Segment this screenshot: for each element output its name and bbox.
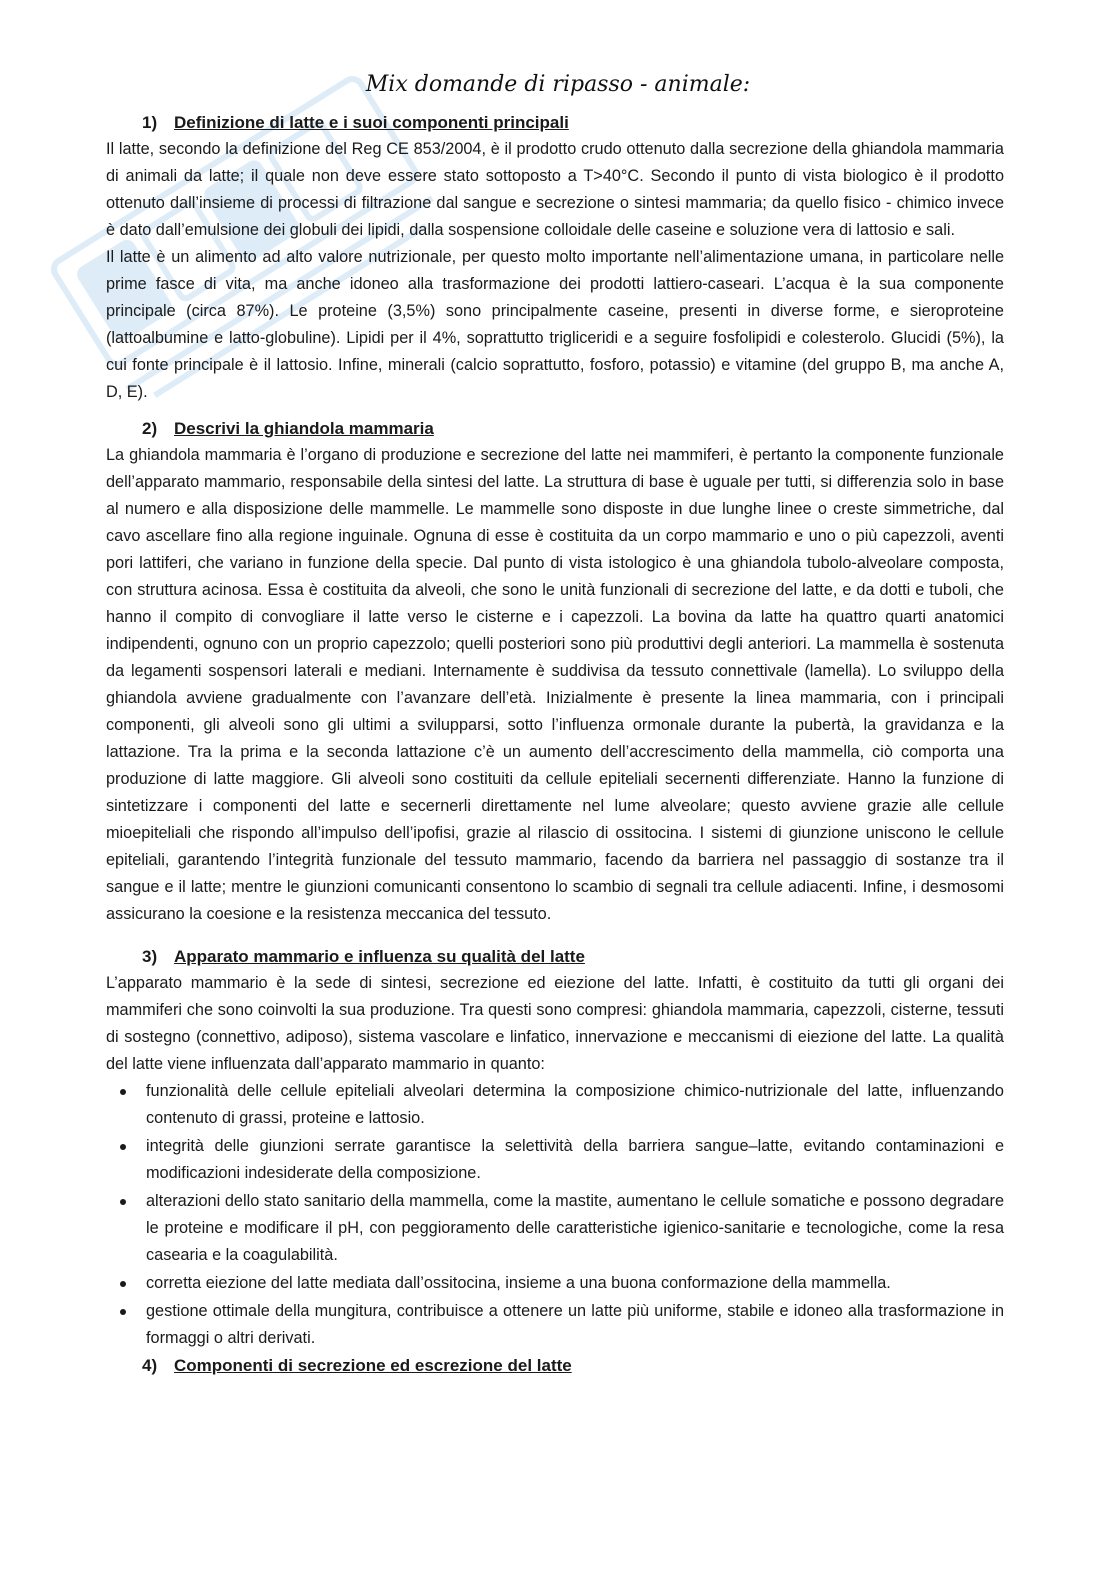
section-heading-1	[106, 110, 1004, 136]
section-number: 1)	[142, 113, 158, 132]
section-title: Componenti di secrezione ed escrezione del latte	[174, 1356, 572, 1375]
document-body	[106, 110, 1004, 1379]
section-title: Definizione di latte e i suoi componenti principali	[174, 113, 569, 132]
list-item: alterazioni dello stato sanitario della mammella, come la mastite, aumentano le cellule somatiche e possono degradare le proteine e modificare il pH, con peggioramento delle caratteristiche igienico-sanitarie e tecnologiche, come la resa casearia e la coagulabilità.	[106, 1188, 1004, 1269]
paragraph: L’apparato mammario è la sede di sintesi, secrezione ed eiezione del latte. Infatti, è costituito da tutti gli organi dei mammiferi che sono coinvolti la sua produzione. Tra questi sono compresi: ghiandola mammaria, capezzoli, cisterne, tessuti di sostegno (connettivo, adiposo), sistema vascolare e linfatico, innervazione e meccanismi di eiezione del latte. La qualità del latte viene influenzata dall’apparato mammario in quanto:	[106, 974, 1004, 1073]
list-item: funzionalità delle cellule epiteliali alveolari determina la composizione chimico-nutrizionale del latte, influenzando contenuto di grassi, proteine e lattosio.	[106, 1078, 1004, 1132]
section-number: 4)	[142, 1356, 158, 1375]
section-title: Apparato mammario e influenza su qualità del latte	[174, 947, 585, 966]
list-item: corretta eiezione del latte mediata dall’ossitocina, insieme a una buona conformazione della mammella.	[106, 1270, 1004, 1297]
section-heading-2	[106, 416, 1004, 442]
section-title: Descrivi la ghiandola mammaria	[174, 419, 434, 438]
section-heading-4	[106, 1353, 1004, 1379]
bullet-list	[106, 1078, 1004, 1352]
list-item: integrità delle giunzioni serrate garantisce la selettività della barriera sangue–latte, evitando contaminazioni e modificazioni indesiderate della composizione.	[106, 1133, 1004, 1187]
section-heading-3	[106, 944, 1004, 970]
paragraph: La ghiandola mammaria è l’organo di produzione e secrezione del latte nei mammiferi, è pertanto la componente funzionale dell’apparato mammario, responsabile della sintesi del latte. La struttura di base è uguale per tutti, si differenzia solo in base al numero e alla disposizione delle mammelle. Le mammelle sono disposte in due lunghe linee o creste simmetriche, dal cavo ascellare fino alla regione inguinale. Ognuna di esse è costituita da un corpo mammario e uno o più capezzoli, aventi pori lattiferi, che variano in funzione della specie. Dal punto di vista istologico è una ghiandola tubolo-alveolare composta, con struttura acinosa. Essa è costituita da alveoli, che sono le unità funzionali di secrezione del latte, e da dotti e tuboli, che hanno il compito di convogliare il latte verso le cisterne e i capezzoli. La bovina da latte ha quattro quarti anatomici indipendenti, ognuno con un proprio capezzolo; quelli posteriori sono più produttivi degli anteriori. La mammella è sostenuta da legamenti sospensori laterali e mediani. Internamente è suddivisa da tessuto connettivale (lamella). Lo sviluppo della ghiandola avviene gradualmente con l’avanzare dell’età. Inizialmente è presente la linea mammaria, con i principali componenti, gli alveoli sono gli ultimi a svilupparsi, sotto l’influenza ormonale durante la pubertà, la gravidanza e la lattazione. Tra la prima e la seconda lattazione c’è un aumento dell’accrescimento della mammella, ciò comporta una produzione di latte maggiore. Gli alveoli sono costituiti da cellule epiteliali secernenti differenziate. Hanno la funzione di sintetizzare i componenti del latte e secernerli direttamente nel lume alveolare; questo avviene grazie alle cellule mioepiteliali che rispondo all’impulso dell’ipofisi, grazie al rilascio di ossitocina. I sistemi di giunzione uniscono le cellule epiteliali, garantendo l’integrità funzionale del tessuto mammario, facendo da barriera nel passaggio di sostanze tra il sangue e il latte; mentre le giunzioni comunicanti consentono lo scambio di segnali tra cellule adiacenti. Infine, i desmosomi assicurano la coesione e la resistenza meccanica del tessuto.	[106, 446, 1004, 923]
section-number: 3)	[142, 947, 158, 966]
paragraph: Il latte, secondo la definizione del Reg CE 853/2004, è il prodotto crudo ottenuto dalla secrezione della ghiandola mammaria di animali da latte; il quale non deve essere stato sottoposto a T>40°C. Secondo il punto di vista biologico è il prodotto ottenuto dall’insieme di processi di filtrazione dal sangue e secrezione o sintesi mammaria; da quello fisico - chimico invece è dato dall’emulsione dei globuli dei lipidi, dalla sospensione colloidale delle caseine e soluzione vera di lattosio e sali.	[106, 140, 1004, 239]
page-title: Mix domande di ripasso - animale:	[365, 72, 751, 97]
list-item: gestione ottimale della mungitura, contribuisce a ottenere un latte più uniforme, stabile e idoneo alla trasformazione in formaggi o altri derivati.	[106, 1298, 1004, 1352]
section-number: 2)	[142, 419, 158, 438]
paragraph: Il latte è un alimento ad alto valore nutrizionale, per questo molto importante nell’alimentazione umana, in particolare nelle prime fasce di vita, ma anche idoneo alla trasformazione dei prodotti lattiero-caseari. L’acqua è la sua componente principale (circa 87%). Le proteine (3,5%) sono principalmente caseine, presenti in diverse forme, e sieroproteine (lattoalbumine e latto-globuline). Lipidi per il 4%, soprattutto trigliceridi e a seguire fosfolipidi e colesterolo. Glucidi (5%), la cui fonte principale è il lattosio. Infine, minerali (calcio soprattutto, fosforo, potassio) e vitamine (del gruppo B, ma anche A, D, E).	[106, 248, 1004, 401]
